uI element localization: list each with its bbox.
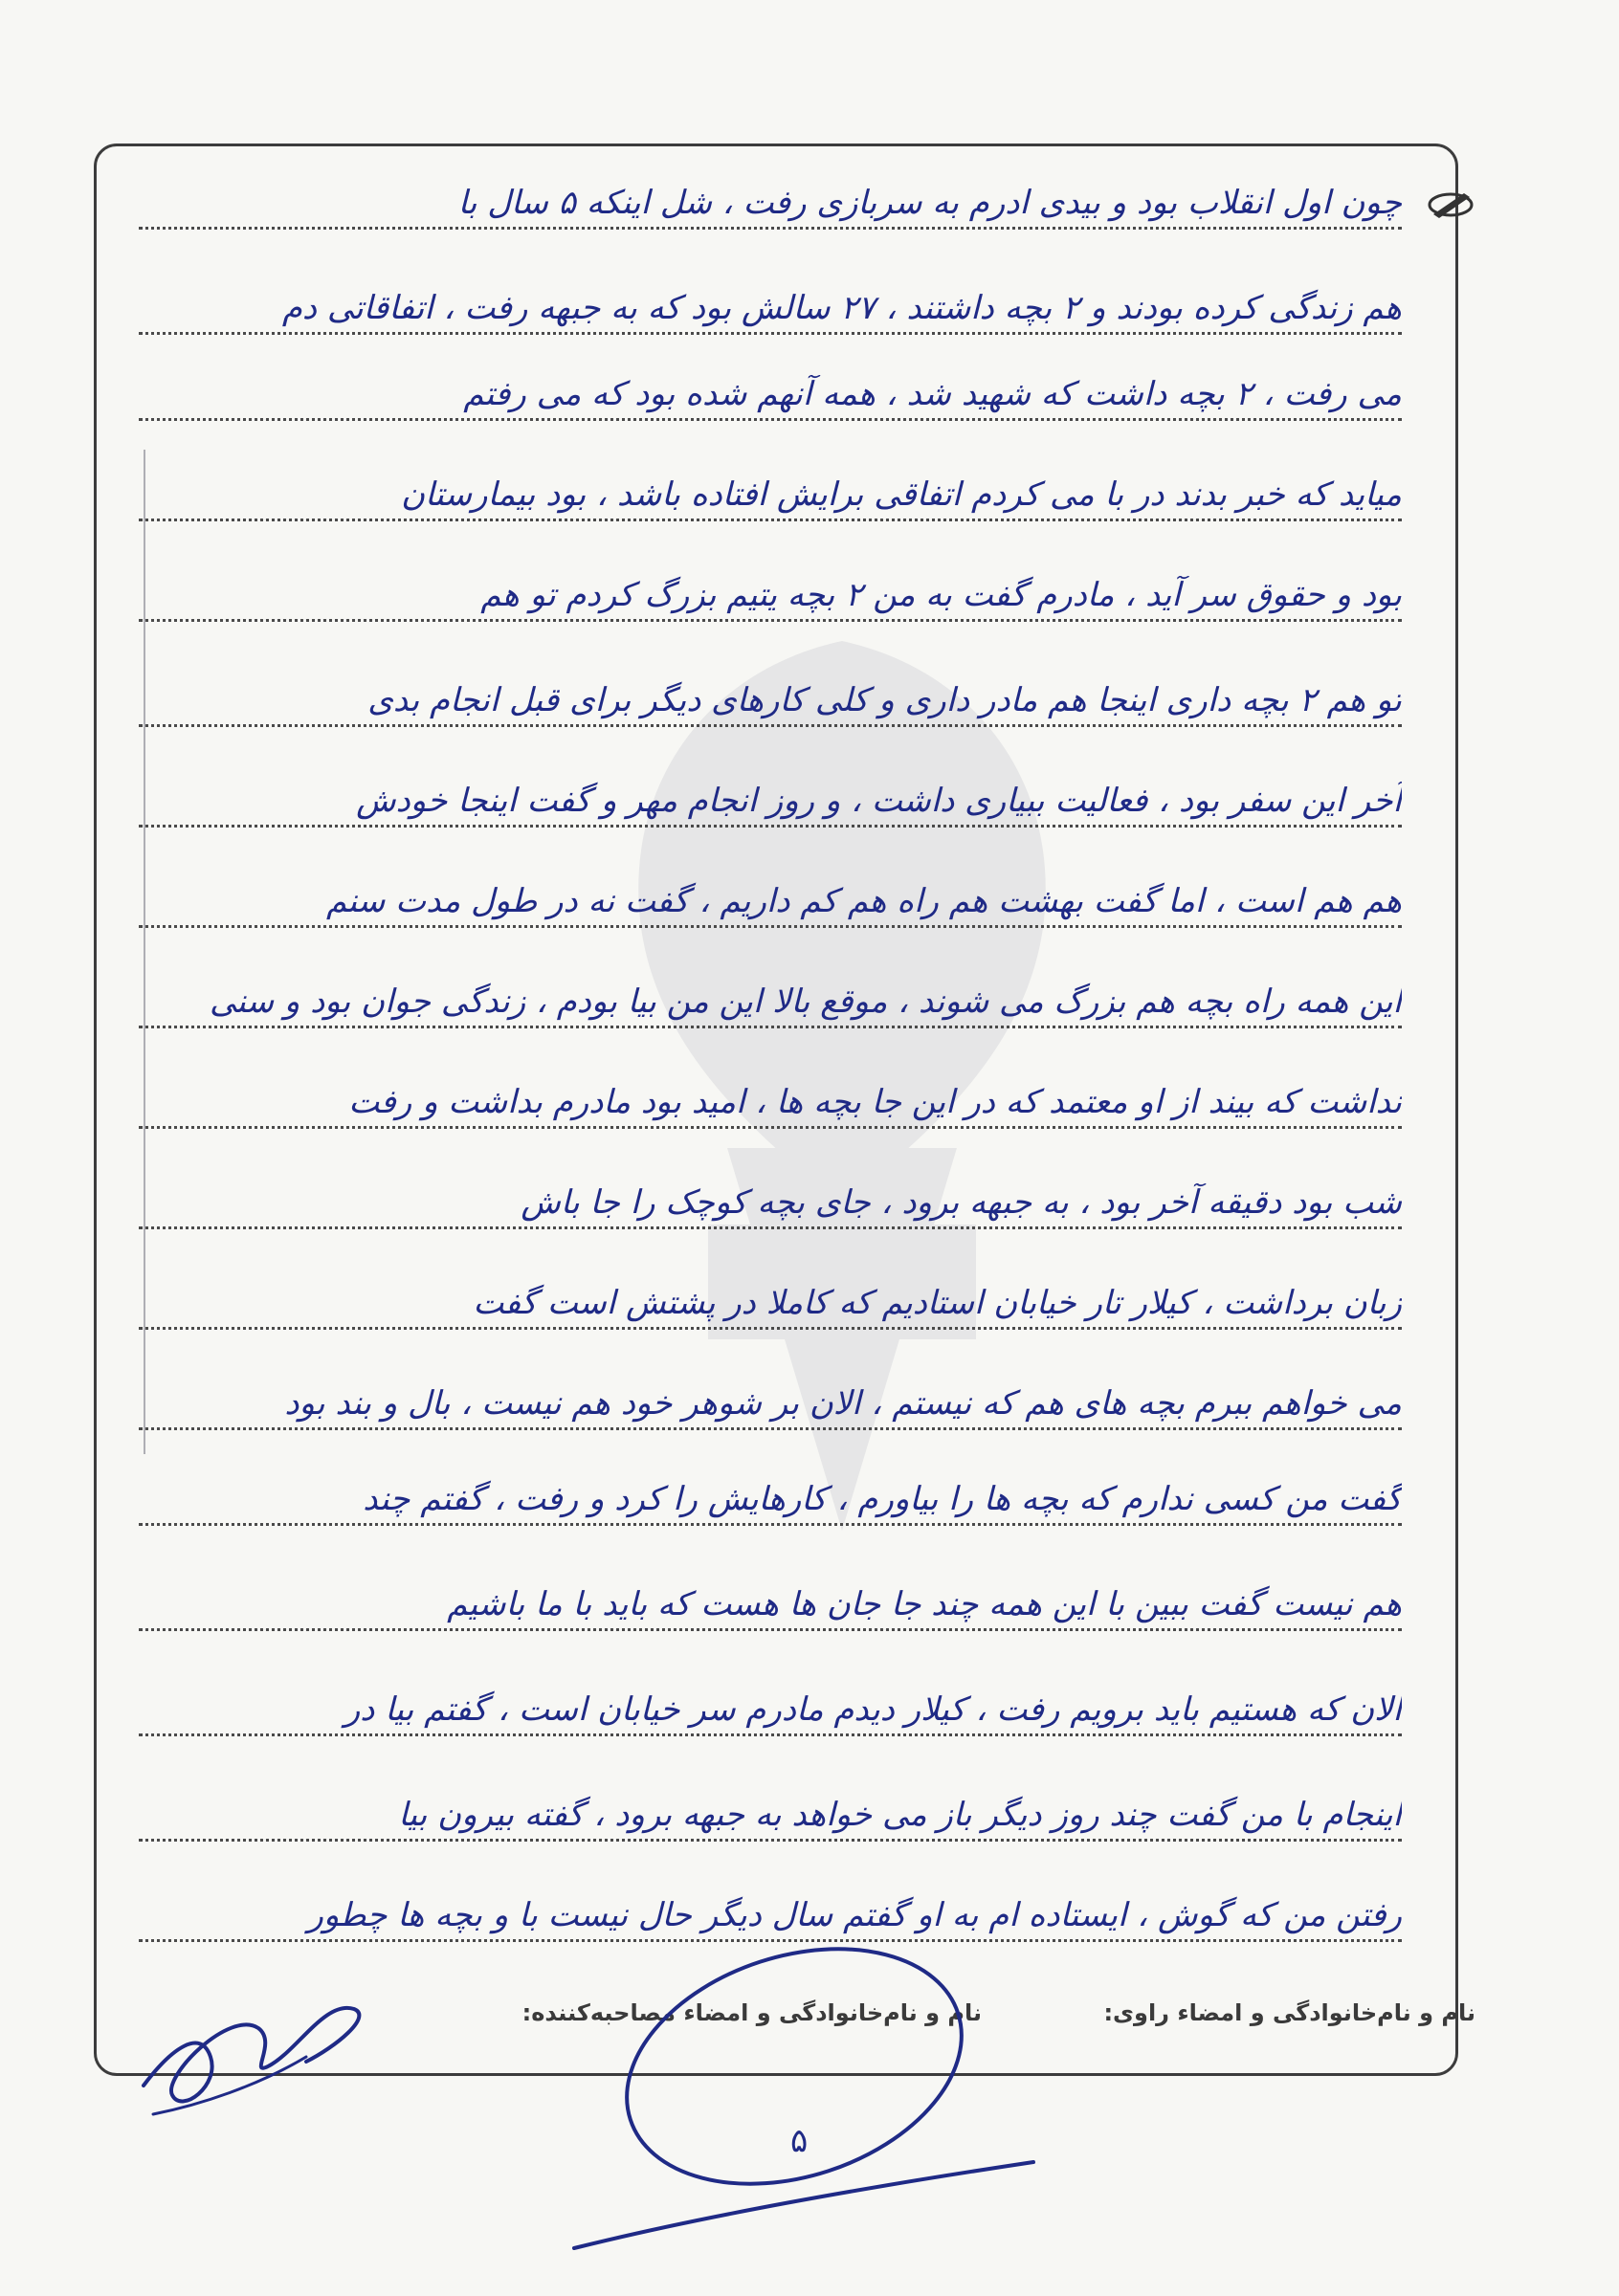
narrator-signature-label: نام و نام‌خانوادگی و امضاء راوی: — [1103, 1999, 1475, 2026]
handwritten-line: بود و حقوق سر آید ، مادرم گفت به من ۲ بچه یتیم بزرگ کردم تو هم — [139, 555, 1402, 622]
handwritten-line: این همه راه بچه هم بزرگ می شوند ، موقع بالا این من بیا بودم ، زندگی جوان بود و سنی — [139, 961, 1402, 1028]
interviewer-signature-oval — [536, 1932, 1072, 2277]
handwritten-line: می خواهم ببرم بچه های هم که نیستم ، الان بر شوهر خود هم نیست ، بال و بند بود — [139, 1363, 1402, 1430]
interviewer-signature-label: نام و نام‌خانوادگی و امضاء مصاحبه‌کننده: — [521, 1999, 982, 2026]
handwritten-line: هم هم است ، اما گفت بهشت هم راه هم کم داریم ، گفت نه در طول مدت سنم — [139, 861, 1402, 928]
handwritten-line: میاید که خبر بدند در با می کردم اتفاقی برایش افتاده باشد ، بود بیمارستان — [139, 454, 1402, 521]
handwritten-line: می رفت ، ۲ بچه داشت که شهید شد ، همه آنهم شده بود که می رفتم — [139, 354, 1402, 421]
handwritten-line: الان که هستیم باید برویم رفت ، کیلار دیدم مادرم سر خیابان است ، گفتم بیا در — [139, 1669, 1402, 1736]
handwritten-line: آخر این سفر بود ، فعالیت ببیاری داشت ، و روز انجام مهر و گفت اینجا خودش — [139, 761, 1402, 828]
handwritten-line: هم زندگی کرده بودند و ۲ بچه داشتند ، ۲۷ سالش بود که به جبهه رفت ، اتفاقاتی دم — [139, 268, 1402, 335]
handwritten-signature — [115, 1971, 402, 2133]
handwritten-line: چون اول انقلاب بود و بیدی ادرم به سربازی رفت ، شل اینکه ۵ سال با — [139, 163, 1402, 230]
handwritten-line: تو هم ۲ بچه داری اینجا هم مادر داری و کلی کارهای دیگر برای قبل انجام بدی — [139, 660, 1402, 727]
handwritten-line: رفتن من که گوش ، ایستاده ام به او گفتم سال دیگر حال نیست با و بچه ها چطور — [139, 1875, 1402, 1942]
pen-writing-icon — [1426, 188, 1475, 220]
handwritten-line: گفت من کسی ندارم که بچه ها را بیاورم ، کارهایش را کرد و رفت ، گفتم چند — [139, 1459, 1402, 1526]
handwritten-line: هم نیست گفت ببین با این همه چند جا جان ها هست که باید با ما باشیم — [139, 1564, 1402, 1631]
handwritten-line: نداشت که بیند از او معتمد که در این جا بچه ها ، امید بود مادرم بداشت و رفت — [139, 1062, 1402, 1129]
handwritten-line: شب بود دقیقه آخر بود ، به جبهه برود ، جای بچه کوچک را جا باش — [139, 1162, 1402, 1229]
handwritten-line: زبان برداشت ، کیلار تار خیابان استادیم که کاملا در پشتش است گفت — [139, 1263, 1402, 1330]
page-number: ۵ — [790, 2122, 809, 2160]
handwritten-line: اینجام با من گفت چند روز دیگر باز می خواهد به جبهه برود ، گفته بیرون بیا — [139, 1775, 1402, 1842]
